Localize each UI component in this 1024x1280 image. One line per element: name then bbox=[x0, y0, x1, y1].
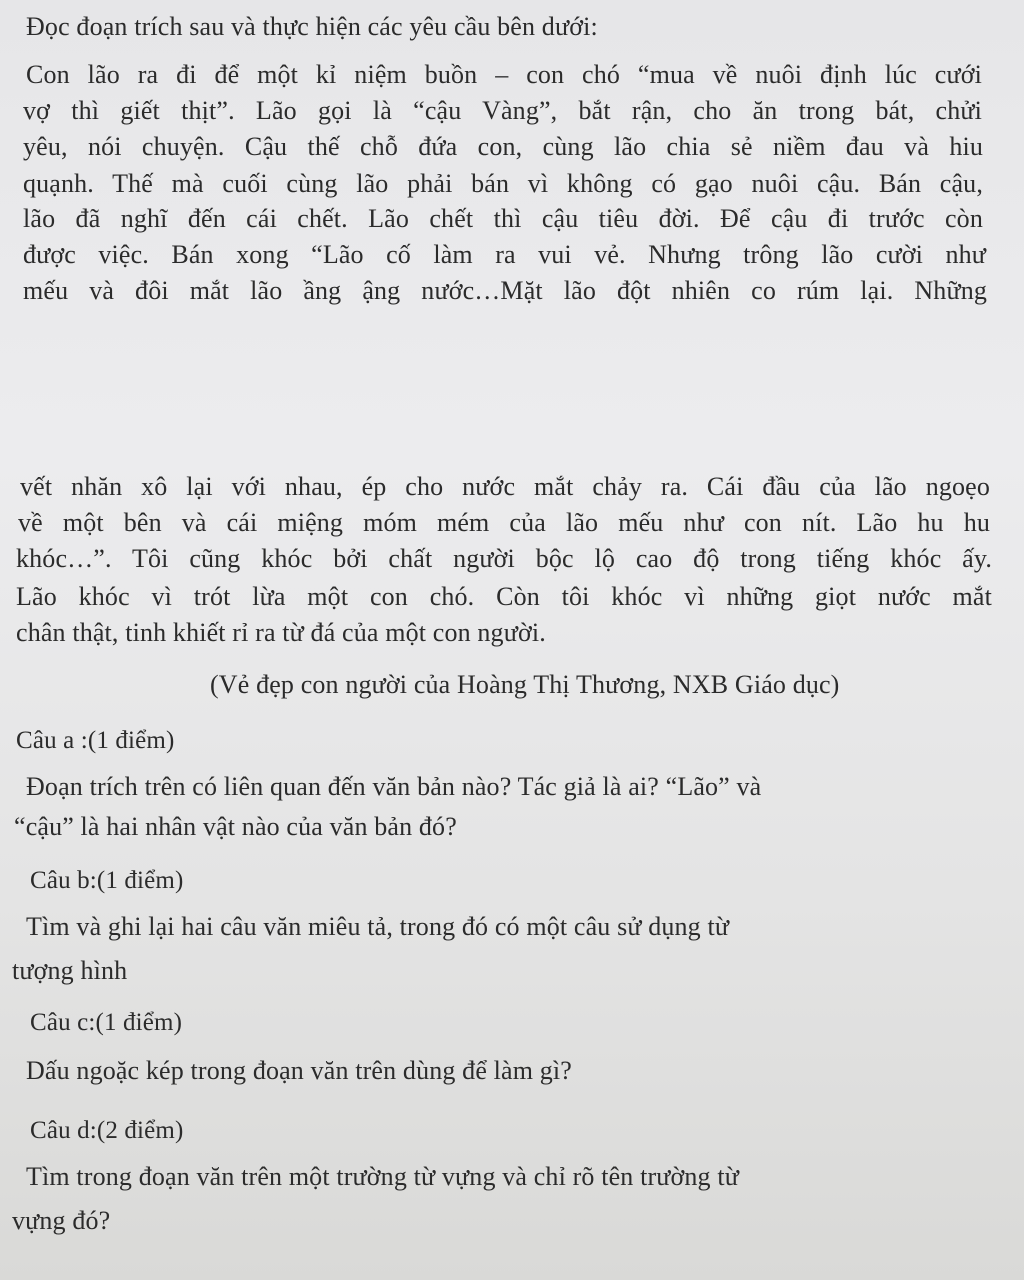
passage-line: quạnh. Thế mà cuối cùng lão phải bán vì không có gạo nuôi cậu. Bán cậu, bbox=[23, 169, 983, 198]
passage-line: vợ thì giết thịt”. Lão gọi là “cậu Vàng”, bắt rận, cho ăn trong bát, chửi bbox=[23, 96, 982, 125]
passage-line: vết nhăn xô lại với nhau, ép cho nước mắt chảy ra. Cái đầu của lão ngoẹo bbox=[20, 472, 990, 501]
question-d-text: Tìm trong đoạn văn trên một trường từ vựng và chỉ rõ tên trường từ bbox=[26, 1162, 739, 1191]
question-d-text: vựng đó? bbox=[12, 1206, 111, 1235]
source-citation: (Vẻ đẹp con người của Hoàng Thị Thương, NXB Giáo dục) bbox=[210, 670, 840, 699]
instruction-heading: Đọc đoạn trích sau và thực hiện các yêu cầu bên dưới: bbox=[26, 12, 598, 41]
question-b-text: Tìm và ghi lại hai câu văn miêu tả, trong đó có một câu sử dụng từ bbox=[26, 912, 730, 941]
question-c-label: Câu c:(1 điểm) bbox=[30, 1009, 183, 1036]
passage-line: được việc. Bán xong “Lão cố làm ra vui vẻ. Nhưng trông lão cười như bbox=[23, 240, 986, 269]
passage-line: yêu, nói chuyện. Cậu thế chỗ đứa con, cùng lão chia sẻ niềm đau và hiu bbox=[23, 132, 983, 161]
question-a-text: “cậu” là hai nhân vật nào của văn bản đó? bbox=[14, 812, 457, 841]
question-a-label: Câu a :(1 điểm) bbox=[16, 727, 175, 754]
question-b-label: Câu b:(1 điểm) bbox=[30, 867, 184, 894]
passage-line: chân thật, tinh khiết rỉ ra từ đá của một con người. bbox=[16, 618, 546, 647]
passage-line: lão đã nghĩ đến cái chết. Lão chết thì cậu tiêu đời. Để cậu đi trước còn bbox=[23, 204, 983, 233]
passage-line: Con lão ra đi để một kỉ niệm buồn – con chó “mua về nuôi định lúc cưới bbox=[26, 60, 982, 89]
question-b-text: tượng hình bbox=[12, 956, 128, 985]
question-a-text: Đoạn trích trên có liên quan đến văn bản nào? Tác giả là ai? “Lão” và bbox=[26, 772, 762, 801]
question-c-text: Dấu ngoặc kép trong đoạn văn trên dùng để làm gì? bbox=[26, 1056, 572, 1085]
passage-line: khóc…”. Tôi cũng khóc bởi chất người bộc lộ cao độ trong tiếng khóc ấy. bbox=[16, 544, 992, 573]
question-d-label: Câu d:(2 điểm) bbox=[30, 1117, 184, 1144]
passage-line: Lão khóc vì trót lừa một con chó. Còn tôi khóc vì những giọt nước mắt bbox=[16, 582, 992, 611]
passage-line: mếu và đôi mắt lão ầng ậng nước…Mặt lão đột nhiên co rúm lại. Những bbox=[23, 276, 987, 305]
passage-line: về một bên và cái miệng móm mém của lão mếu như con nít. Lão hu hu bbox=[18, 508, 990, 537]
